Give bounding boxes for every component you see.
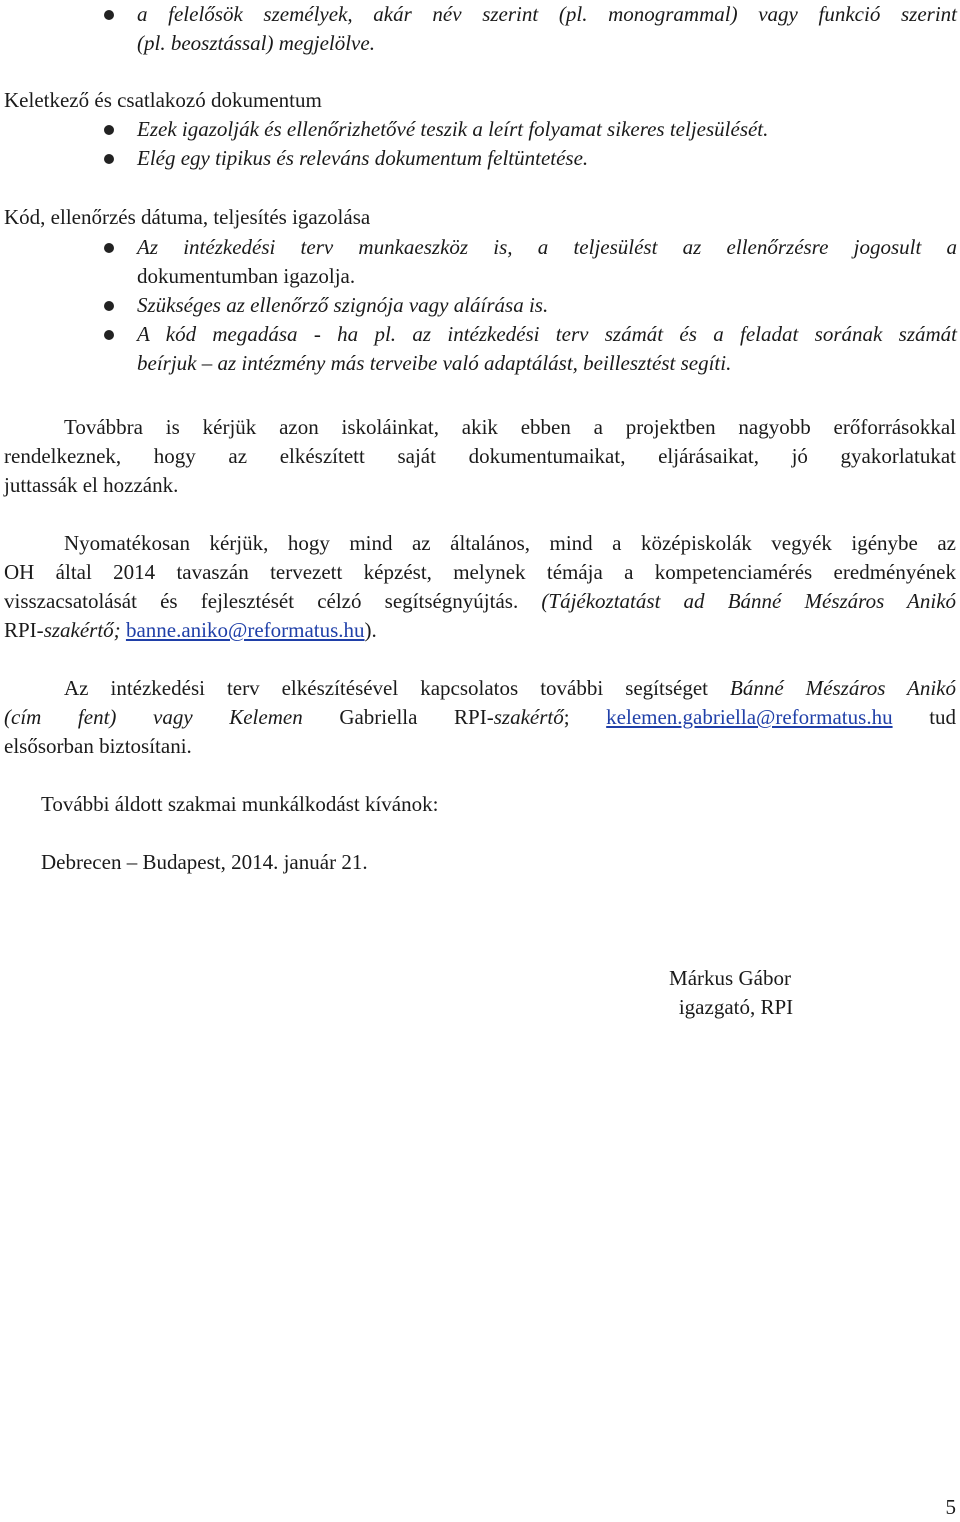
paragraph-text-italic: Bánné Mészáros Anikó bbox=[730, 676, 956, 700]
paragraph-line: rendelkeznek, hogy az elkészített saját dokumentumaikat, eljárásaikat, jó gyakorlatukat bbox=[4, 444, 956, 468]
paragraph-text: ; bbox=[563, 705, 570, 729]
bullet-icon bbox=[104, 330, 114, 340]
bullet-icon bbox=[104, 243, 114, 253]
list-item bbox=[137, 320, 957, 378]
paragraph-text: visszacsatolását és fejlesztését célzó segítségnyújtás. bbox=[4, 589, 519, 613]
bullet-icon bbox=[104, 10, 114, 20]
list-item: Szükséges az ellenőrző szignója vagy aláírása is. bbox=[137, 293, 549, 317]
paragraph-line: OH által 2014 tavaszán tervezett képzést, melynek témája a kompetenciamérés eredményének bbox=[4, 560, 956, 584]
list-item-line: a felelősök személyek, akár név szerint (pl. monogrammal) vagy funkció szerint bbox=[137, 2, 957, 26]
bullet-icon bbox=[104, 301, 114, 311]
page-number: 5 bbox=[945, 1495, 956, 1519]
paragraph bbox=[4, 413, 956, 500]
list-item-line: beírjuk – az intézmény más terveibe való adaptálást, beillesztést segíti. bbox=[137, 351, 732, 375]
list-item: Ezek igazolják és ellenőrizhetővé teszik a leírt folyamat sikeres teljesülését. bbox=[137, 117, 769, 141]
list-item bbox=[137, 0, 957, 58]
paragraph-line: elsősorban biztosítani. bbox=[4, 734, 192, 758]
section-heading: Keletkező és csatlakozó dokumentum bbox=[4, 88, 322, 112]
paragraph-text: RPI- bbox=[4, 618, 44, 642]
list-item-line: dokumentumban igazolja. bbox=[137, 264, 356, 288]
place-date: Debrecen – Budapest, 2014. január 21. bbox=[41, 850, 368, 874]
paragraph-text: ). bbox=[364, 618, 377, 642]
signature-name: Márkus Gábor bbox=[669, 966, 791, 990]
paragraph-text-italic: (cím fent) vagy Kelemen bbox=[4, 705, 303, 729]
paragraph-text-italic: (Tájékoztatást ad Bánné Mészáros Anikó bbox=[541, 589, 957, 613]
paragraph-line: Továbbra is kérjük azon iskoláinkat, akik ebben a projektben nagyobb erőforrásokkal bbox=[64, 415, 956, 439]
paragraph-text: Gabriella RPI- bbox=[339, 705, 494, 729]
closing-wish: További áldott szakmai munkálkodást kívánok: bbox=[41, 792, 439, 816]
paragraph-text-italic: szakértő bbox=[493, 705, 564, 729]
paragraph-text: Az intézkedési terv elkészítésével kapcsolatos további segítséget bbox=[64, 676, 708, 700]
email-link-kelemen[interactable]: kelemen.gabriella@reformatus.hu bbox=[606, 705, 893, 729]
bullet-icon bbox=[104, 125, 114, 135]
paragraph-line bbox=[4, 587, 956, 616]
paragraph bbox=[4, 529, 956, 645]
list-item: Elég egy tipikus és releváns dokumentum feltüntetése. bbox=[137, 146, 589, 170]
paragraph bbox=[4, 674, 956, 761]
list-item-line: A kód megadása - ha pl. az intézkedési terv számát és a feladat sorának számát bbox=[137, 322, 957, 346]
section-heading: Kód, ellenőrzés dátuma, teljesítés igazolása bbox=[4, 205, 371, 229]
paragraph-line: juttassák el hozzánk. bbox=[4, 473, 179, 497]
list-item-line: (pl. beosztással) megjelölve. bbox=[137, 31, 375, 55]
paragraph-line: Nyomatékosan kérjük, hogy mind az általános, mind a középiskolák vegyék igénybe az bbox=[64, 531, 956, 555]
list-item-line: Az intézkedési terv munkaeszköz is, a teljesülést az ellenőrzésre jogosult a bbox=[137, 235, 957, 259]
email-link-banne[interactable]: banne.aniko@reformatus.hu bbox=[125, 618, 365, 642]
bullet-icon bbox=[104, 154, 114, 164]
paragraph-line bbox=[4, 703, 956, 732]
paragraph-text-italic: szakértő; bbox=[43, 618, 121, 642]
signature-title: igazgató, RPI bbox=[678, 995, 794, 1019]
paragraph-text: tud bbox=[929, 705, 957, 729]
list-item bbox=[137, 233, 957, 291]
paragraph-line bbox=[4, 674, 956, 703]
paragraph-line bbox=[4, 616, 956, 645]
